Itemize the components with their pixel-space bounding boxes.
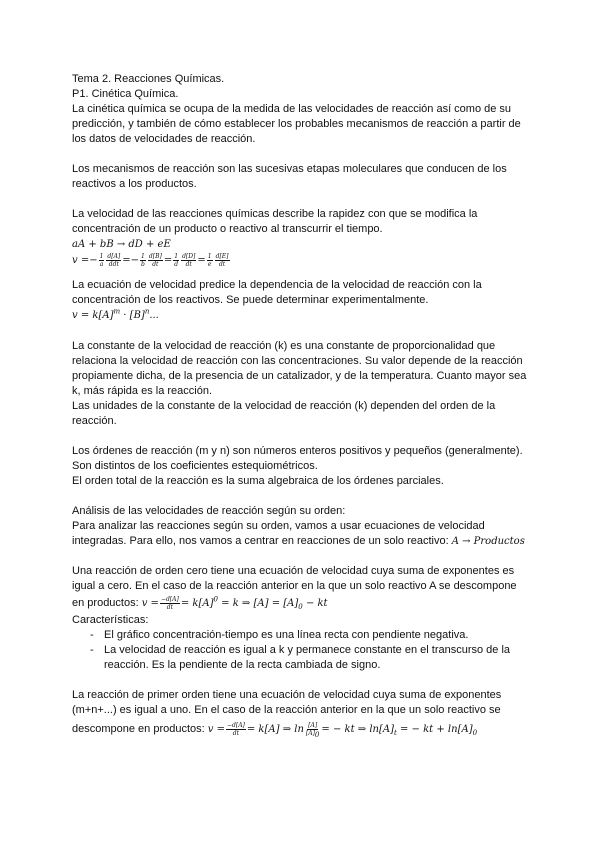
zero-order-characteristics-list — [72, 628, 534, 673]
total-order-paragraph: El orden total de la reacción es la suma algebraica de los órdenes parciales. — [72, 475, 444, 487]
orders-paragraph: Los órdenes de reacción (m y n) son números enteros positivos y pequeños (generalmente). Son distintos de los coeficientes estequiométricos. — [72, 445, 523, 472]
zero-order-paragraph: Una reacción de orden cero tiene una ecuación de velocidad cuya suma de exponentes es igual a cero. En el caso de la reacción anterior en la que un solo reactivo A se descompone — [72, 565, 517, 592]
list-item: - El gráfico concentración-tiempo es una línea recta con pendiente negativa. — [72, 628, 534, 643]
subtopic-heading: P1. Cinética Química. — [72, 88, 179, 100]
zero-order-equation: v = $\frac{-d[A]}{dt}$ = $k[A]^0 = k$ ⇒ $[A] = [A]_0$ − kt — [141, 595, 328, 611]
list-item: - La velocidad de reacción es igual a k y permanece constante en el transcurso de la reacción. Es la pendiente de la recta cambiada de signo. — [72, 643, 534, 673]
velocity-paragraph: La velocidad de las reacciones químicas describe la rapidez con que se modifica la concentración de un producto o reactivo al transcurrir el tiempo. — [72, 208, 478, 235]
analysis-paragraph: Para analizar las reacciones según su orden, vamos a usar ecuaciones de velocidad integradas. Para ello, nos vamos a centrar en reacciones de un solo reactivo: A → Productos — [72, 520, 525, 547]
mechanisms-paragraph: Los mecanismos de reacción son las sucesivas etapas moleculares que conducen de los reactivos a los productos. — [72, 163, 507, 190]
analysis-title: Análisis de las velocidades de reacción según su orden: — [72, 505, 346, 517]
intro-paragraph: La cinética química se ocupa de la medida de las velocidades de reacción así como de su predicción, y también de cómo establecer los probables mecanismos de reacción a partir de los datos de velocidades de reacción. — [72, 103, 521, 145]
rate-constant-paragraph: La constante de la velocidad de reacción (k) es una constante de proporcionalidad que relaciona la velocidad de reacción con las concentraciones. Su valor depende de la reacción propiamente dicha, de la presencia de un catalizador, y de la temperatura. Cuanto mayor sea k, más rápida es la reacción. — [72, 340, 527, 397]
topic-heading: Tema 2. Reacciones Químicas. — [72, 73, 225, 85]
units-paragraph: Las unidades de la constante de la velocidad de reacción (k) dependen del orden de la reacción. — [72, 400, 496, 427]
velocity-definition-equation: v =− $\frac{1}{a}$ $\frac{d[A]}{\text{ddt}}$ =− $\frac{1}{b}$ $\frac{d[B]}{dt}$ = $\frac{1}{d}$ $\frac{d[D]}{dt}$ = $\frac{1}{e}$ $\frac{d[E]}{dt}$ — [72, 253, 229, 268]
reaction-equation: aA + bB → dD + eE — [72, 239, 171, 250]
first-order-equation: v = $\frac{-d[A]}{dt}$ = k[A] ⇒ ln $\frac{[A]}{[A]_0}$ = − kt ⇒ $\ln[A]_t$ = − kt + $\ln[A]_0$ — [207, 722, 478, 740]
first-order-paragraph: La reacción de primer orden tiene una ecuación de velocidad cuya suma de exponentes (m+n+...) es igual a uno. En el caso de la reacción anterior en la que un solo reactivo se — [72, 689, 502, 716]
single-reactant-reaction: A → Productos — [451, 536, 525, 547]
zero-order-equation-line: en productos: v = $\frac{-d[A]}{dt}$ = $k[A]^0 = k$ ⇒ $[A] = [A]_0$ − kt — [72, 595, 328, 611]
document-page — [72, 72, 534, 741]
rate-equation: $v = k[A]^m \cdot [B]^n$... — [72, 307, 159, 321]
rate-equation-paragraph: La ecuación de velocidad predice la dependencia de la velocidad de reacción con la concentración de los reactivos. Se puede determinar experimentalmente. — [72, 279, 482, 306]
first-order-equation-line: descompone en productos: v = $\frac{-d[A]}{dt}$ = k[A] ⇒ ln $\frac{[A]}{[A]_0}$ = − kt ⇒ $\ln[A]_t$ = − kt + $\ln[A]_0$ — [72, 722, 478, 740]
zero-order-characteristics-title: Características: — [72, 614, 149, 626]
